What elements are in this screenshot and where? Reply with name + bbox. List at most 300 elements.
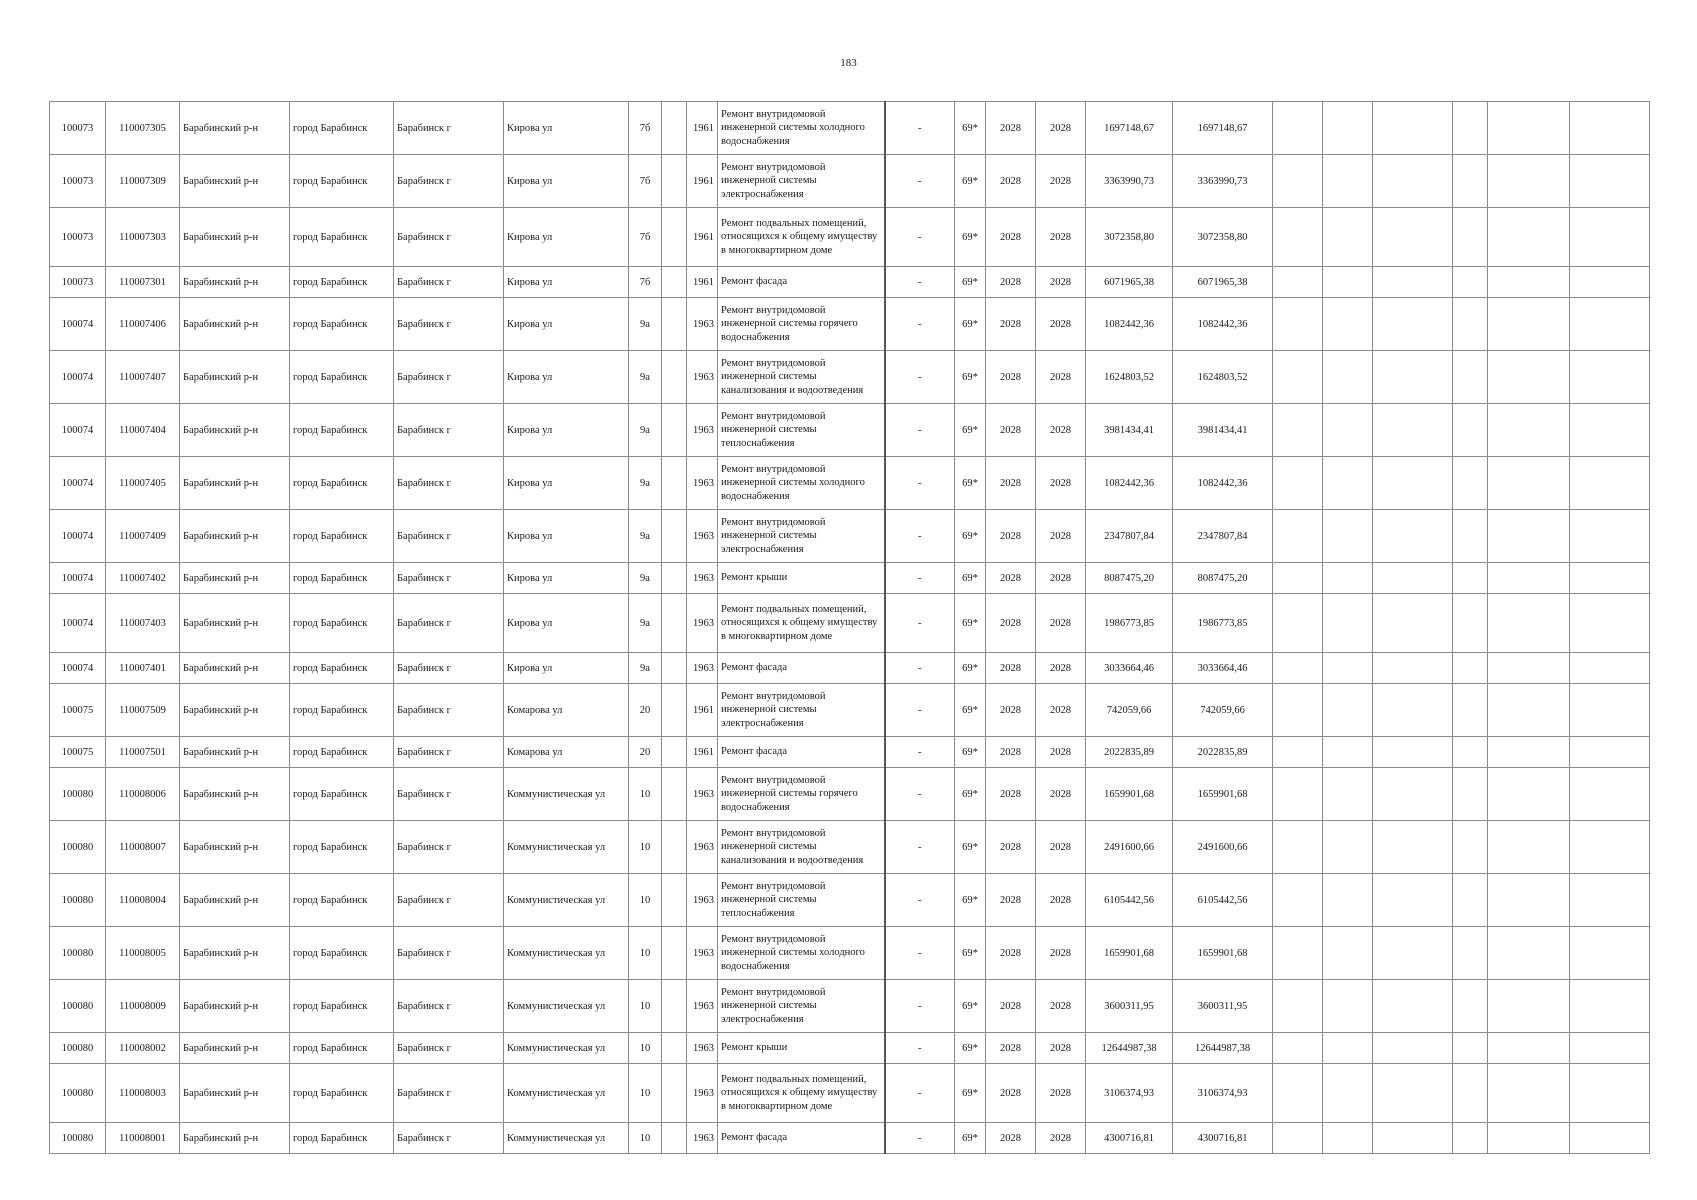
street-cell: Кирова ул	[504, 457, 629, 510]
plan-year-cell: 2028	[986, 980, 1036, 1033]
district-cell: Барабинский р-н	[180, 1033, 290, 1064]
empty-cell	[1373, 594, 1453, 653]
locality-cell: Барабинск г	[394, 563, 504, 594]
plan-year-cell: 2028	[986, 927, 1036, 980]
empty-cell	[662, 510, 687, 563]
house-number-cell: 7б	[629, 102, 662, 155]
deadline-year-cell: 2028	[1036, 102, 1086, 155]
empty-cell	[1453, 1064, 1488, 1123]
empty-cell	[1488, 102, 1570, 155]
empty-cell	[1273, 684, 1323, 737]
build-year-cell: 1963	[687, 457, 718, 510]
work-type-cell: Ремонт фасада	[718, 267, 885, 298]
empty-cell	[1488, 874, 1570, 927]
fund-cost-cell: 12644987,38	[1173, 1033, 1273, 1064]
empty-cell	[1570, 1033, 1650, 1064]
locality-cell: Барабинск г	[394, 1123, 504, 1154]
dash-cell: -	[885, 874, 955, 927]
empty-cell	[1453, 980, 1488, 1033]
empty-cell	[1488, 298, 1570, 351]
house-number-cell: 10	[629, 980, 662, 1033]
empty-cell	[1273, 102, 1323, 155]
fund-cost-cell: 8087475,20	[1173, 563, 1273, 594]
total-cost-cell: 3033664,46	[1086, 653, 1173, 684]
street-cell: Кирова ул	[504, 102, 629, 155]
settlement-cell: город Барабинск	[290, 404, 394, 457]
empty-cell	[1488, 351, 1570, 404]
dash-cell: -	[885, 404, 955, 457]
work-type-cell: Ремонт внутридомовой инженерной системы холодного водоснабжения	[718, 102, 885, 155]
total-cost-cell: 3072358,80	[1086, 208, 1173, 267]
empty-cell	[1570, 927, 1650, 980]
page-number: 183	[840, 57, 857, 69]
empty-cell	[1570, 653, 1650, 684]
empty-cell	[1273, 404, 1323, 457]
empty-cell	[1453, 510, 1488, 563]
district-cell: Барабинский р-н	[180, 874, 290, 927]
street-cell: Коммунистическая ул	[504, 874, 629, 927]
table-row	[50, 821, 1650, 874]
empty-cell	[1273, 594, 1323, 653]
fund-cost-cell: 1082442,36	[1173, 298, 1273, 351]
empty-cell	[1488, 653, 1570, 684]
total-cost-cell: 2022835,89	[1086, 737, 1173, 768]
work-code-cell: 110007409	[106, 510, 180, 563]
house-id-cell: 100080	[50, 768, 106, 821]
empty-cell	[1273, 563, 1323, 594]
dash-cell: -	[885, 155, 955, 208]
empty-cell	[1373, 351, 1453, 404]
deadline-year-cell: 2028	[1036, 737, 1086, 768]
empty-cell	[1273, 457, 1323, 510]
empty-cell	[1570, 768, 1650, 821]
house-id-cell: 100073	[50, 102, 106, 155]
empty-cell	[662, 821, 687, 874]
settlement-cell: город Барабинск	[290, 653, 394, 684]
fund-cost-cell: 3072358,80	[1173, 208, 1273, 267]
settlement-cell: город Барабинск	[290, 684, 394, 737]
house-id-cell: 100073	[50, 267, 106, 298]
plan-year-cell: 2028	[986, 102, 1036, 155]
locality-cell: Барабинск г	[394, 980, 504, 1033]
table-row	[50, 208, 1650, 267]
empty-cell	[1453, 1123, 1488, 1154]
work-type-cell: Ремонт фасада	[718, 737, 885, 768]
empty-cell	[662, 684, 687, 737]
empty-cell	[1323, 874, 1373, 927]
settlement-cell: город Барабинск	[290, 102, 394, 155]
work-type-cell: Ремонт подвальных помещений, относящихся к общему имуществу в многоквартирном доме	[718, 208, 885, 267]
fund-cost-cell: 2347807,84	[1173, 510, 1273, 563]
empty-cell	[1323, 737, 1373, 768]
percent-cell: 69*	[955, 684, 986, 737]
house-id-cell: 100080	[50, 927, 106, 980]
plan-year-cell: 2028	[986, 510, 1036, 563]
empty-cell	[662, 737, 687, 768]
empty-cell	[1323, 1064, 1373, 1123]
work-code-cell: 110007309	[106, 155, 180, 208]
locality-cell: Барабинск г	[394, 653, 504, 684]
empty-cell	[1323, 563, 1373, 594]
table-body	[50, 102, 1650, 1154]
deadline-year-cell: 2028	[1036, 927, 1086, 980]
deadline-year-cell: 2028	[1036, 821, 1086, 874]
empty-cell	[1273, 737, 1323, 768]
fund-cost-cell: 6071965,38	[1173, 267, 1273, 298]
deadline-year-cell: 2028	[1036, 594, 1086, 653]
house-id-cell: 100074	[50, 457, 106, 510]
empty-cell	[1373, 980, 1453, 1033]
empty-cell	[1323, 457, 1373, 510]
work-code-cell: 110007407	[106, 351, 180, 404]
plan-year-cell: 2028	[986, 653, 1036, 684]
deadline-year-cell: 2028	[1036, 267, 1086, 298]
percent-cell: 69*	[955, 457, 986, 510]
deadline-year-cell: 2028	[1036, 351, 1086, 404]
empty-cell	[1373, 653, 1453, 684]
build-year-cell: 1963	[687, 1064, 718, 1123]
house-number-cell: 9а	[629, 298, 662, 351]
locality-cell: Барабинск г	[394, 1033, 504, 1064]
build-year-cell: 1963	[687, 1123, 718, 1154]
district-cell: Барабинский р-н	[180, 980, 290, 1033]
empty-cell	[1323, 298, 1373, 351]
build-year-cell: 1961	[687, 684, 718, 737]
empty-cell	[1323, 404, 1373, 457]
plan-year-cell: 2028	[986, 563, 1036, 594]
street-cell: Коммунистическая ул	[504, 768, 629, 821]
empty-cell	[1488, 1123, 1570, 1154]
work-type-cell: Ремонт внутридомовой инженерной системы электроснабжения	[718, 980, 885, 1033]
total-cost-cell: 1659901,68	[1086, 768, 1173, 821]
empty-cell	[1570, 874, 1650, 927]
empty-cell	[1570, 510, 1650, 563]
table-row	[50, 155, 1650, 208]
district-cell: Барабинский р-н	[180, 1123, 290, 1154]
empty-cell	[1273, 155, 1323, 208]
street-cell: Кирова ул	[504, 351, 629, 404]
settlement-cell: город Барабинск	[290, 594, 394, 653]
empty-cell	[1488, 1064, 1570, 1123]
settlement-cell: город Барабинск	[290, 768, 394, 821]
settlement-cell: город Барабинск	[290, 1123, 394, 1154]
empty-cell	[1373, 155, 1453, 208]
work-code-cell: 110007305	[106, 102, 180, 155]
district-cell: Барабинский р-н	[180, 1064, 290, 1123]
empty-cell	[662, 267, 687, 298]
work-code-cell: 110008004	[106, 874, 180, 927]
house-id-cell: 100080	[50, 1064, 106, 1123]
fund-cost-cell: 6105442,56	[1173, 874, 1273, 927]
empty-cell	[1453, 563, 1488, 594]
empty-cell	[662, 653, 687, 684]
house-id-cell: 100074	[50, 563, 106, 594]
deadline-year-cell: 2028	[1036, 980, 1086, 1033]
dash-cell: -	[885, 563, 955, 594]
empty-cell	[1453, 208, 1488, 267]
total-cost-cell: 3106374,93	[1086, 1064, 1173, 1123]
house-number-cell: 7б	[629, 208, 662, 267]
settlement-cell: город Барабинск	[290, 267, 394, 298]
empty-cell	[1570, 208, 1650, 267]
table-row	[50, 404, 1650, 457]
empty-cell	[1453, 768, 1488, 821]
work-type-cell: Ремонт фасада	[718, 1123, 885, 1154]
street-cell: Коммунистическая ул	[504, 1033, 629, 1064]
plan-year-cell: 2028	[986, 874, 1036, 927]
total-cost-cell: 2491600,66	[1086, 821, 1173, 874]
percent-cell: 69*	[955, 1033, 986, 1064]
empty-cell	[1323, 594, 1373, 653]
empty-cell	[1570, 457, 1650, 510]
house-id-cell: 100075	[50, 684, 106, 737]
locality-cell: Барабинск г	[394, 351, 504, 404]
work-type-cell: Ремонт внутридомовой инженерной системы электроснабжения	[718, 510, 885, 563]
work-code-cell: 110008005	[106, 927, 180, 980]
total-cost-cell: 4300716,81	[1086, 1123, 1173, 1154]
empty-cell	[1570, 102, 1650, 155]
deadline-year-cell: 2028	[1036, 874, 1086, 927]
house-number-cell: 10	[629, 927, 662, 980]
empty-cell	[1373, 1033, 1453, 1064]
deadline-year-cell: 2028	[1036, 684, 1086, 737]
district-cell: Барабинский р-н	[180, 267, 290, 298]
total-cost-cell: 3981434,41	[1086, 404, 1173, 457]
locality-cell: Барабинск г	[394, 768, 504, 821]
house-id-cell: 100075	[50, 737, 106, 768]
work-code-cell: 110007501	[106, 737, 180, 768]
empty-cell	[1323, 684, 1373, 737]
empty-cell	[1488, 155, 1570, 208]
percent-cell: 69*	[955, 980, 986, 1033]
street-cell: Коммунистическая ул	[504, 1123, 629, 1154]
empty-cell	[662, 351, 687, 404]
locality-cell: Барабинск г	[394, 874, 504, 927]
work-code-cell: 110008007	[106, 821, 180, 874]
dash-cell: -	[885, 351, 955, 404]
table-row	[50, 684, 1650, 737]
locality-cell: Барабинск г	[394, 821, 504, 874]
work-code-cell: 110007509	[106, 684, 180, 737]
fund-cost-cell: 3106374,93	[1173, 1064, 1273, 1123]
work-code-cell: 110008001	[106, 1123, 180, 1154]
settlement-cell: город Барабинск	[290, 737, 394, 768]
settlement-cell: город Барабинск	[290, 980, 394, 1033]
empty-cell	[1453, 684, 1488, 737]
empty-cell	[1488, 267, 1570, 298]
empty-cell	[1488, 594, 1570, 653]
total-cost-cell: 1697148,67	[1086, 102, 1173, 155]
table-row	[50, 298, 1650, 351]
locality-cell: Барабинск г	[394, 510, 504, 563]
table-row	[50, 737, 1650, 768]
district-cell: Барабинский р-н	[180, 298, 290, 351]
plan-year-cell: 2028	[986, 768, 1036, 821]
work-type-cell: Ремонт внутридомовой инженерной системы холодного водоснабжения	[718, 457, 885, 510]
plan-year-cell: 2028	[986, 1064, 1036, 1123]
empty-cell	[1323, 510, 1373, 563]
settlement-cell: город Барабинск	[290, 821, 394, 874]
house-number-cell: 10	[629, 1033, 662, 1064]
total-cost-cell: 12644987,38	[1086, 1033, 1173, 1064]
work-code-cell: 110007406	[106, 298, 180, 351]
dash-cell: -	[885, 1064, 955, 1123]
table-row	[50, 351, 1650, 404]
house-id-cell: 100080	[50, 874, 106, 927]
empty-cell	[1323, 1123, 1373, 1154]
total-cost-cell: 2347807,84	[1086, 510, 1173, 563]
empty-cell	[1273, 768, 1323, 821]
house-id-cell: 100080	[50, 1033, 106, 1064]
dash-cell: -	[885, 927, 955, 980]
build-year-cell: 1963	[687, 510, 718, 563]
settlement-cell: город Барабинск	[290, 563, 394, 594]
plan-year-cell: 2028	[986, 457, 1036, 510]
locality-cell: Барабинск г	[394, 155, 504, 208]
table-row	[50, 653, 1650, 684]
empty-cell	[662, 874, 687, 927]
house-id-cell: 100073	[50, 208, 106, 267]
build-year-cell: 1963	[687, 594, 718, 653]
empty-cell	[1488, 737, 1570, 768]
house-number-cell: 20	[629, 684, 662, 737]
empty-cell	[662, 1033, 687, 1064]
settlement-cell: город Барабинск	[290, 298, 394, 351]
house-number-cell: 10	[629, 821, 662, 874]
empty-cell	[662, 980, 687, 1033]
work-type-cell: Ремонт внутридомовой инженерной системы холодного водоснабжения	[718, 927, 885, 980]
dash-cell: -	[885, 768, 955, 821]
percent-cell: 69*	[955, 155, 986, 208]
empty-cell	[1273, 510, 1323, 563]
street-cell: Коммунистическая ул	[504, 980, 629, 1033]
table-row	[50, 510, 1650, 563]
house-id-cell: 100074	[50, 351, 106, 404]
empty-cell	[1323, 102, 1373, 155]
house-number-cell: 9а	[629, 510, 662, 563]
total-cost-cell: 1624803,52	[1086, 351, 1173, 404]
empty-cell	[1273, 208, 1323, 267]
street-cell: Комарова ул	[504, 737, 629, 768]
work-code-cell: 110007303	[106, 208, 180, 267]
house-number-cell: 9а	[629, 563, 662, 594]
build-year-cell: 1963	[687, 1033, 718, 1064]
table-row	[50, 457, 1650, 510]
district-cell: Барабинский р-н	[180, 653, 290, 684]
house-id-cell: 100074	[50, 594, 106, 653]
street-cell: Кирова ул	[504, 208, 629, 267]
empty-cell	[662, 208, 687, 267]
house-id-cell: 100074	[50, 653, 106, 684]
work-type-cell: Ремонт внутридомовой инженерной системы горячего водоснабжения	[718, 298, 885, 351]
build-year-cell: 1961	[687, 208, 718, 267]
empty-cell	[1453, 267, 1488, 298]
empty-cell	[1373, 768, 1453, 821]
table-row	[50, 594, 1650, 653]
empty-cell	[1453, 102, 1488, 155]
work-type-cell: Ремонт внутридомовой инженерной системы электроснабжения	[718, 155, 885, 208]
locality-cell: Барабинск г	[394, 1064, 504, 1123]
percent-cell: 69*	[955, 594, 986, 653]
empty-cell	[1453, 653, 1488, 684]
district-cell: Барабинский р-н	[180, 102, 290, 155]
build-year-cell: 1963	[687, 980, 718, 1033]
empty-cell	[662, 404, 687, 457]
empty-cell	[1453, 594, 1488, 653]
locality-cell: Барабинск г	[394, 457, 504, 510]
build-year-cell: 1963	[687, 821, 718, 874]
dash-cell: -	[885, 510, 955, 563]
street-cell: Кирова ул	[504, 510, 629, 563]
empty-cell	[1323, 653, 1373, 684]
work-type-cell: Ремонт подвальных помещений, относящихся к общему имуществу в многоквартирном доме	[718, 594, 885, 653]
empty-cell	[1323, 155, 1373, 208]
empty-cell	[1273, 1123, 1323, 1154]
street-cell: Коммунистическая ул	[504, 1064, 629, 1123]
fund-cost-cell: 3600311,95	[1173, 980, 1273, 1033]
work-code-cell: 110007402	[106, 563, 180, 594]
table-row	[50, 267, 1650, 298]
build-year-cell: 1963	[687, 563, 718, 594]
percent-cell: 69*	[955, 510, 986, 563]
empty-cell	[1570, 1064, 1650, 1123]
empty-cell	[1373, 684, 1453, 737]
total-cost-cell: 1986773,85	[1086, 594, 1173, 653]
build-year-cell: 1961	[687, 737, 718, 768]
fund-cost-cell: 2491600,66	[1173, 821, 1273, 874]
street-cell: Кирова ул	[504, 298, 629, 351]
house-number-cell: 10	[629, 874, 662, 927]
work-type-cell: Ремонт внутридомовой инженерной системы канализования и водоотведения	[718, 821, 885, 874]
percent-cell: 69*	[955, 102, 986, 155]
empty-cell	[1373, 208, 1453, 267]
total-cost-cell: 6071965,38	[1086, 267, 1173, 298]
street-cell: Кирова ул	[504, 267, 629, 298]
work-code-cell: 110007405	[106, 457, 180, 510]
empty-cell	[1488, 457, 1570, 510]
empty-cell	[1323, 980, 1373, 1033]
house-number-cell: 9а	[629, 653, 662, 684]
house-id-cell: 100080	[50, 980, 106, 1033]
empty-cell	[1488, 927, 1570, 980]
work-code-cell: 110008009	[106, 980, 180, 1033]
work-type-cell: Ремонт внутридомовой инженерной системы горячего водоснабжения	[718, 768, 885, 821]
street-cell: Коммунистическая ул	[504, 927, 629, 980]
total-cost-cell: 742059,66	[1086, 684, 1173, 737]
empty-cell	[1570, 351, 1650, 404]
fund-cost-cell: 3363990,73	[1173, 155, 1273, 208]
table-row	[50, 768, 1650, 821]
total-cost-cell: 3600311,95	[1086, 980, 1173, 1033]
work-code-cell: 110008002	[106, 1033, 180, 1064]
house-number-cell: 10	[629, 1064, 662, 1123]
empty-cell	[1453, 298, 1488, 351]
settlement-cell: город Барабинск	[290, 208, 394, 267]
dash-cell: -	[885, 980, 955, 1033]
build-year-cell: 1963	[687, 653, 718, 684]
house-id-cell: 100080	[50, 821, 106, 874]
empty-cell	[1373, 510, 1453, 563]
locality-cell: Барабинск г	[394, 737, 504, 768]
empty-cell	[1273, 1064, 1323, 1123]
build-year-cell: 1963	[687, 874, 718, 927]
house-id-cell: 100074	[50, 404, 106, 457]
empty-cell	[1373, 821, 1453, 874]
empty-cell	[1323, 208, 1373, 267]
work-code-cell: 110007404	[106, 404, 180, 457]
total-cost-cell: 1659901,68	[1086, 927, 1173, 980]
locality-cell: Барабинск г	[394, 267, 504, 298]
